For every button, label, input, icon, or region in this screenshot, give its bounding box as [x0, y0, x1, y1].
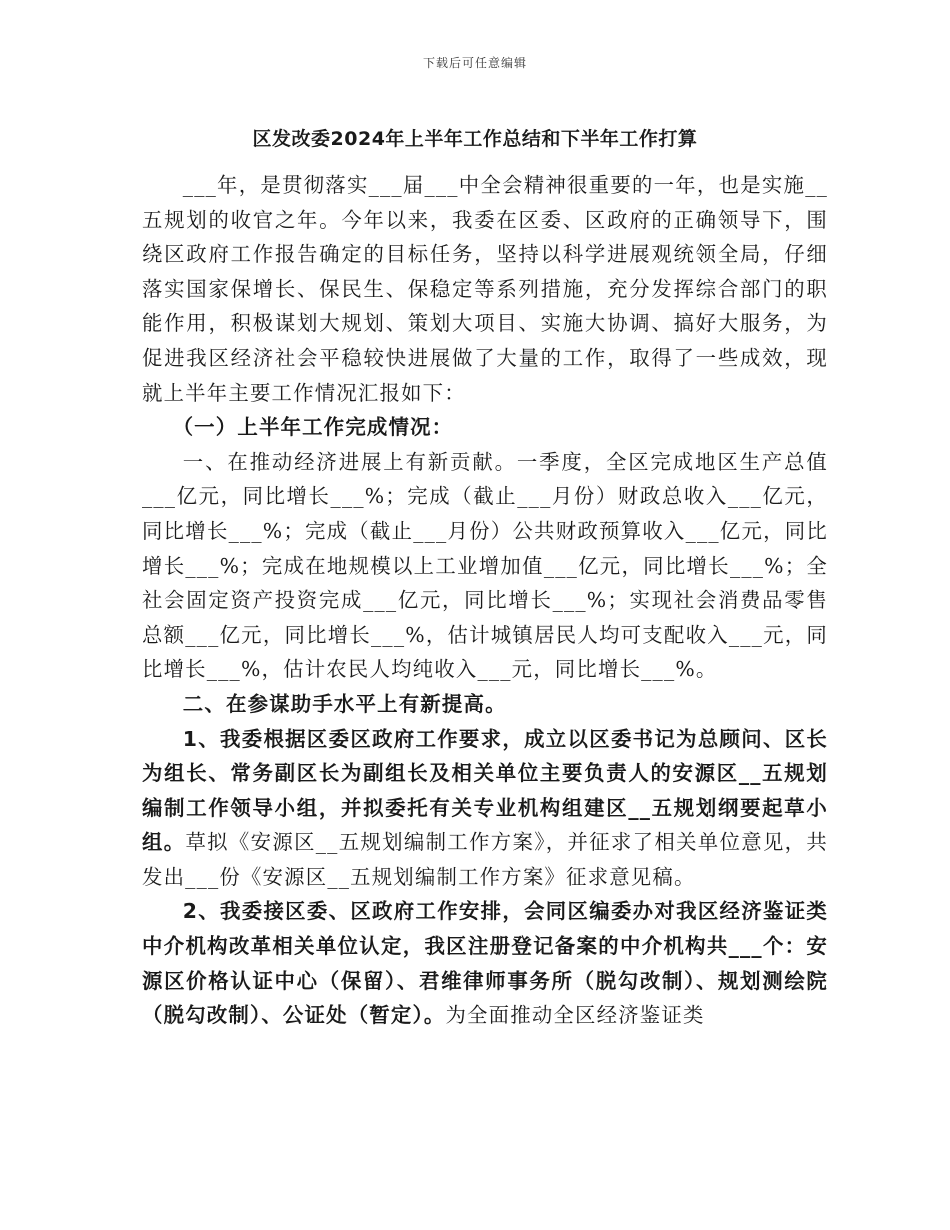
item-1-paragraph: 一、在推动经济进展上有新贡献。一季度，全区完成地区生产总值___亿元，同比增长___%；完成（截止___月份）财政总收入___亿元，同比增长___%；完成（截止___月份）公共财政预算收入___亿元，同比增长___%；完成在地规模以上工业增加值___亿元，同比增长___%；全社会固定资产投资完成___亿元，同比增长___%；实现社会消费品零售总额___亿元，同比增长___%，估计城镇居民人均可支配收入___元，同比增长___%，估计农民人均纯收入___元，同比增长___%。 — [142, 449, 828, 682]
header-note: 下载后可任意编辑 — [422, 56, 527, 70]
item-2-2-text: 为全面推动全区经济鉴证类 — [445, 1003, 705, 1028]
document-body — [142, 168, 828, 1033]
document-title: 区发改委2024年上半年工作总结和下半年工作打算 — [252, 128, 698, 150]
intro-paragraph: ___年，是贯彻落实___届___中全会精神很重要的一年，也是实施__五规划的收官之年。今年以来，我委在区委、区政府的正确领导下，围绕区政府工作报告确定的目标任务，坚持以科学进展观统领全局，仔细落实国家保增长、保民生、保稳定等系列措施，充分发挥综合部门的职能作用，积极谋划大规划、策划大项目、实施大协调、搞好大服务，为促进我区经济社会平稳较快进展做了大量的工作，取得了一些成效，现就上半年主要工作情况汇报如下： — [142, 173, 828, 405]
item-2-1-paragraph — [142, 722, 828, 895]
section-heading: （一）上半年工作完成情况： — [172, 415, 454, 440]
item-2-1-text: 草拟《安源区__五规划编制工作方案》，并征求了相关单位意见，共发出___份《安源区__五规划编制工作方案》征求意见稿。 — [142, 830, 828, 889]
item-2-2-bold-text: 2、我委接区委、区政府工作安排，会同区编委办对我区经济鉴证类中介机构改革相关单位认定，我区注册登记备案的中介机构共___个：安源区价格认证中心（保留）、君维律师事务所（脱勾改制）、规划测绘院（脱勾改制）、公证处（暂定）。 — [142, 899, 828, 1028]
item-2-2-paragraph — [142, 894, 828, 1032]
item-2-heading: 二、在参谋助手水平上有新提高。 — [182, 691, 507, 716]
item-2-1-bold-text: 1、我委根据区委区政府工作要求，成立以区委书记为总顾问、区长为组长、常务副区长为副组长及相关单位主要负责人的安源区__五规划编制工作领导小组，并拟委托有关专业机构组建区__五规划纲要起草小组。 — [142, 726, 828, 855]
